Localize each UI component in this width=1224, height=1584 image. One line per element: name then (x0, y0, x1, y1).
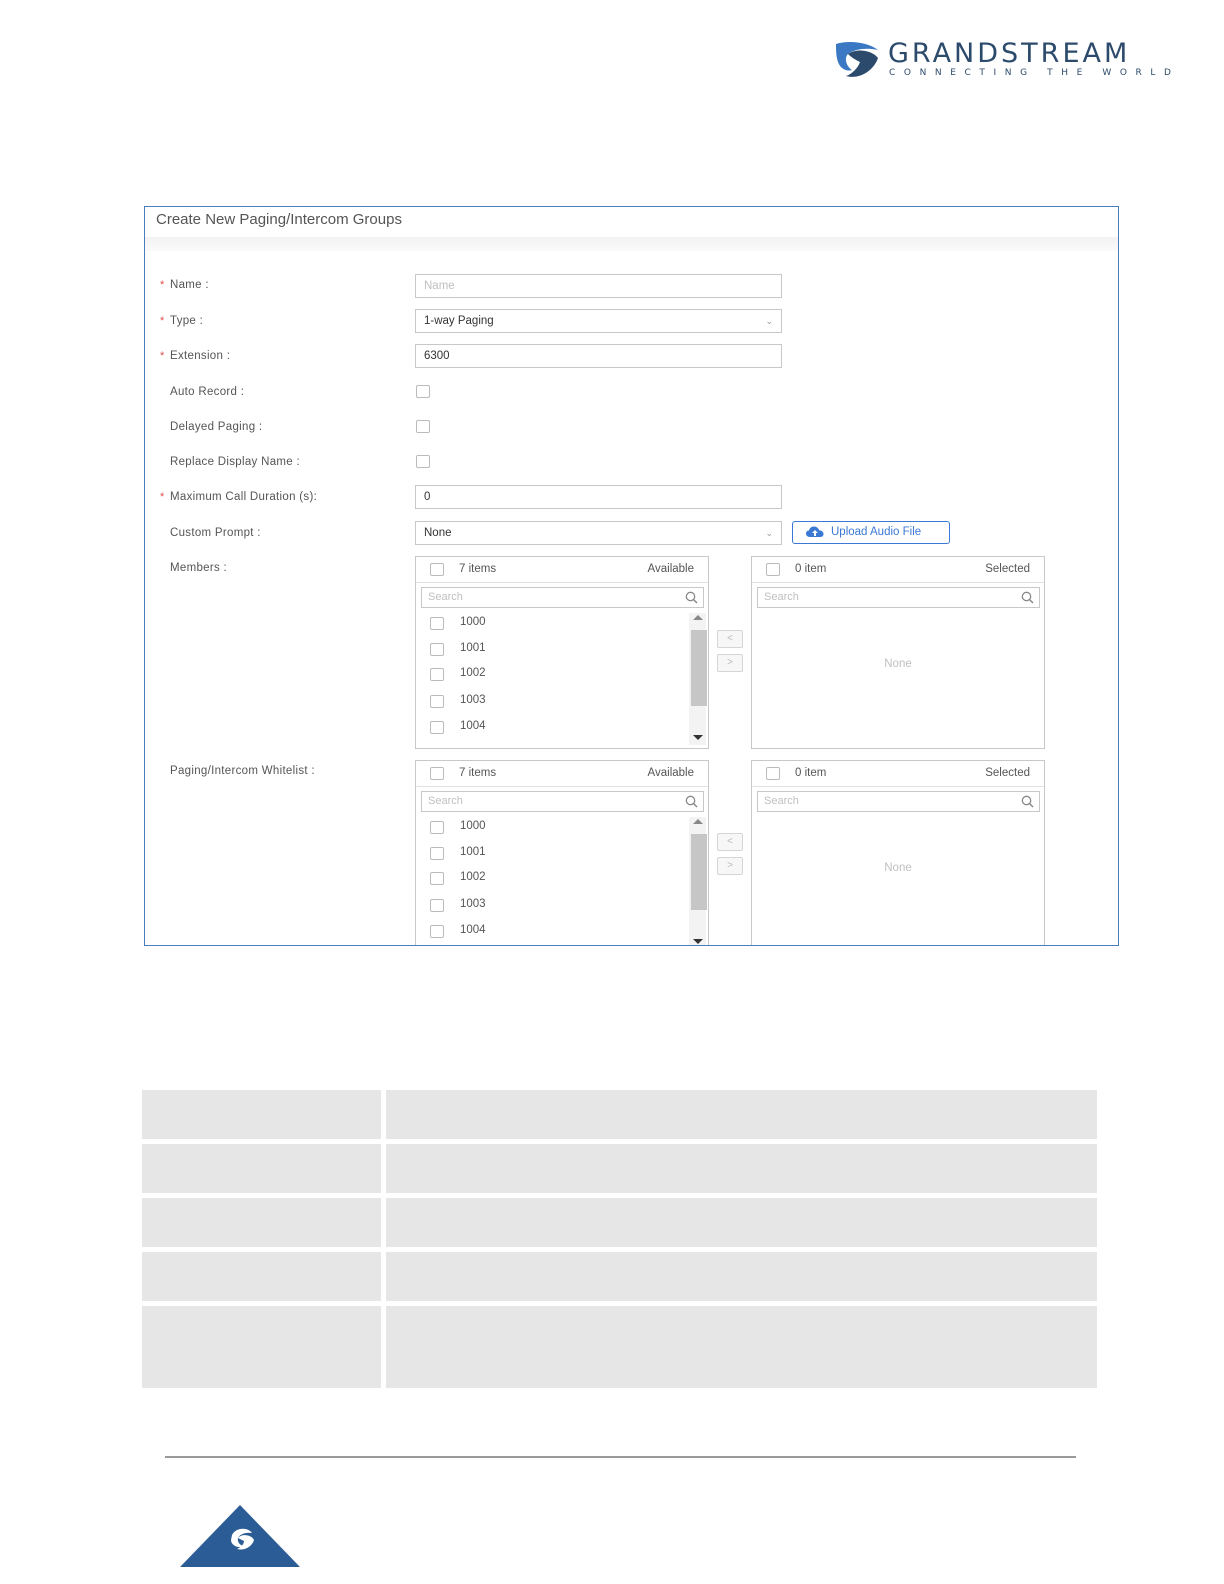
name-input[interactable]: Name (415, 274, 782, 298)
select-all-checkbox[interactable] (766, 767, 780, 780)
panel-header (416, 557, 708, 583)
type-select-value: 1-way Paging (424, 315, 494, 327)
cloud-upload-icon (806, 526, 824, 538)
table-cell (386, 1306, 1097, 1388)
scroll-down-icon[interactable] (693, 735, 703, 740)
scroll-up-icon[interactable] (693, 615, 703, 620)
select-all-checkbox[interactable] (430, 563, 444, 576)
whitelist-selected-search-input[interactable] (757, 791, 1040, 812)
item-label: 1001 (460, 846, 486, 858)
auto-record-checkbox[interactable] (416, 385, 430, 398)
scroll-down-icon[interactable] (693, 939, 703, 944)
search-placeholder: Search (428, 591, 463, 603)
custom-prompt-label: Custom Prompt : (170, 527, 261, 539)
grandstream-logo (834, 38, 1180, 84)
auto-record-label: Auto Record : (170, 386, 245, 398)
item-checkbox[interactable] (430, 872, 444, 885)
custom-prompt-value: None (424, 527, 452, 539)
chevron-down-icon: ⌄ (765, 528, 773, 538)
item-count: 7 items (459, 563, 497, 575)
item-count: 0 item (795, 563, 827, 575)
members-available-search-input[interactable] (421, 587, 704, 608)
move-right-button[interactable]: > (717, 654, 743, 672)
panel-title: Selected (985, 563, 1030, 575)
item-checkbox[interactable] (430, 847, 444, 860)
whitelist-selected-panel (751, 760, 1045, 946)
members-selected-panel (751, 556, 1045, 749)
max-call-duration-input[interactable]: 0 (415, 485, 782, 509)
scrollbar[interactable] (689, 613, 706, 745)
item-label: 1002 (460, 871, 486, 883)
whitelist-available-panel (415, 760, 709, 946)
members-selected-search-input[interactable] (757, 587, 1040, 608)
table-cell (142, 1144, 381, 1193)
item-label: 1004 (460, 720, 486, 732)
replace-display-name-label: Replace Display Name : (170, 456, 300, 468)
panel-title: Available (647, 767, 694, 779)
table-cell (142, 1306, 381, 1388)
table-cell (386, 1144, 1097, 1193)
extension-label: Extension : (170, 350, 231, 362)
search-icon (1021, 591, 1034, 604)
move-left-button[interactable]: < (717, 630, 743, 648)
dialog-title: Create New Paging/Intercom Groups (156, 211, 402, 228)
scrollbar-thumb[interactable] (691, 834, 707, 910)
item-label: 1003 (460, 694, 486, 706)
panel-header (752, 557, 1044, 583)
search-placeholder: Search (428, 795, 463, 807)
item-label: 1003 (460, 898, 486, 910)
search-icon (685, 795, 698, 808)
table-cell (142, 1198, 381, 1247)
item-label: 1002 (460, 667, 486, 679)
select-all-checkbox[interactable] (430, 767, 444, 780)
delayed-paging-label: Delayed Paging : (170, 421, 263, 433)
search-icon (685, 591, 698, 604)
required-mark: * (160, 279, 165, 291)
search-placeholder: Search (764, 795, 799, 807)
item-label: 1001 (460, 642, 486, 654)
table-cell (142, 1090, 381, 1139)
name-label: Name : (170, 279, 209, 291)
footer-divider (165, 1456, 1076, 1458)
whitelist-available-search-input[interactable] (421, 791, 704, 812)
members-available-panel (415, 556, 709, 749)
brand-tagline: CONNECTING THE WORLD (889, 68, 1180, 78)
brand-name: GRANDSTREAM (888, 38, 1131, 69)
search-placeholder: Search (764, 591, 799, 603)
type-select[interactable] (415, 309, 782, 333)
chevron-down-icon: ⌄ (765, 316, 773, 326)
empty-list-text: None (884, 658, 912, 670)
item-label: 1004 (460, 924, 486, 936)
item-checkbox[interactable] (430, 643, 444, 656)
move-left-button[interactable]: < (717, 833, 743, 851)
extension-input[interactable]: 6300 (415, 344, 782, 368)
grandstream-logo-icon (834, 40, 880, 80)
table-cell (142, 1252, 381, 1301)
item-checkbox[interactable] (430, 617, 444, 630)
panel-header (416, 761, 708, 787)
item-count: 7 items (459, 767, 497, 779)
table-cell (386, 1090, 1097, 1139)
panel-title: Selected (985, 767, 1030, 779)
max-call-duration-label: Maximum Call Duration (s): (170, 491, 318, 503)
select-all-checkbox[interactable] (766, 563, 780, 576)
item-checkbox[interactable] (430, 925, 444, 938)
replace-display-name-checkbox[interactable] (416, 455, 430, 468)
item-checkbox[interactable] (430, 899, 444, 912)
item-count: 0 item (795, 767, 827, 779)
dialog-header-divider (145, 237, 1118, 251)
empty-list-text: None (884, 862, 912, 874)
delayed-paging-checkbox[interactable] (416, 420, 430, 433)
scroll-up-icon[interactable] (693, 819, 703, 824)
required-mark: * (160, 350, 165, 362)
table-cell (386, 1252, 1097, 1301)
create-paging-group-dialog (144, 206, 1119, 946)
item-checkbox[interactable] (430, 721, 444, 734)
required-mark: * (160, 491, 165, 503)
whitelist-label: Paging/Intercom Whitelist : (170, 765, 315, 777)
table-cell (386, 1198, 1097, 1247)
search-icon (1021, 795, 1034, 808)
panel-header (752, 761, 1044, 787)
type-label: Type : (170, 315, 204, 327)
required-mark: * (160, 315, 165, 327)
scrollbar-thumb[interactable] (691, 630, 707, 706)
members-label: Members : (170, 562, 228, 574)
item-label: 1000 (460, 616, 486, 628)
custom-prompt-select[interactable] (415, 521, 782, 545)
upload-audio-file-label: Upload Audio File (831, 526, 922, 538)
item-checkbox[interactable] (430, 668, 444, 681)
panel-title: Available (647, 563, 694, 575)
item-checkbox[interactable] (430, 695, 444, 708)
item-checkbox[interactable] (430, 821, 444, 834)
scrollbar[interactable] (689, 817, 706, 946)
upload-audio-file-button[interactable] (792, 521, 950, 544)
item-label: 1000 (460, 820, 486, 832)
move-right-button[interactable]: > (717, 857, 743, 875)
grandstream-footer-logo-icon (180, 1505, 300, 1567)
